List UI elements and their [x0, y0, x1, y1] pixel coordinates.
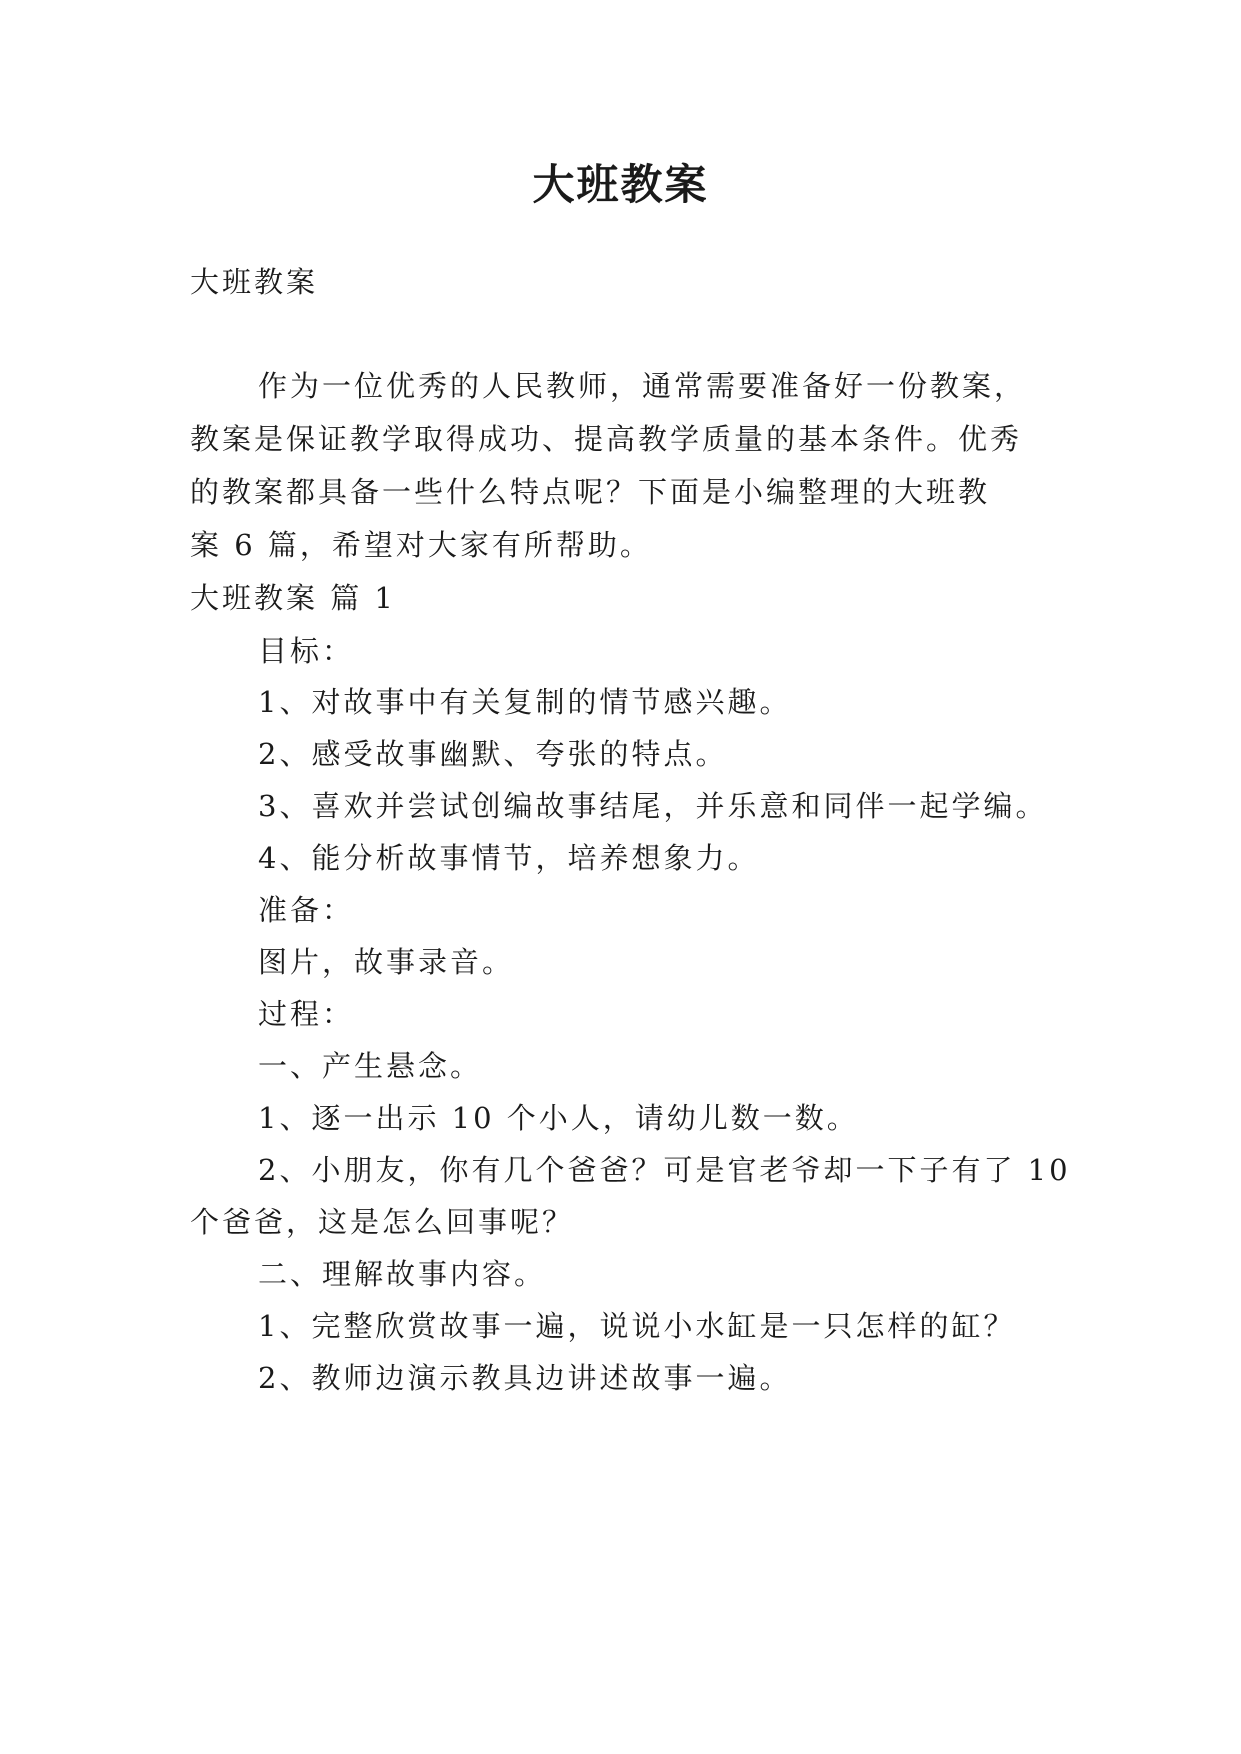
step-1-title: 一、产生悬念。	[258, 1049, 483, 1083]
process-label: 过程：	[258, 997, 355, 1031]
step-2-title: 二、理解故事内容。	[258, 1257, 547, 1291]
section-heading: 大班教案 篇 1	[190, 581, 396, 615]
step-2-item-1: 1、完整欣赏故事一遍，说说小水缸是一只怎样的缸？	[258, 1309, 1016, 1343]
step-1-item-2-continued: 个爸爸，这是怎么回事呢？	[190, 1205, 575, 1239]
goal-item-2: 2、感受故事幽默、夸张的特点。	[258, 737, 728, 771]
step-1-item-1: 1、逐一出示 10 个小人，请幼儿数一数。	[258, 1101, 859, 1135]
goal-item-3: 3、喜欢并尝试创编故事结尾，并乐意和同伴一起学编。	[258, 789, 1048, 823]
document-subtitle: 大班教案	[190, 265, 319, 299]
intro-line-2: 教案是保证教学取得成功、提高教学质量的基本条件。优秀	[190, 422, 1023, 456]
goals-label: 目标：	[258, 634, 355, 668]
goal-item-4: 4、能分析故事情节，培养想象力。	[258, 841, 760, 875]
intro-line-1: 作为一位优秀的人民教师，通常需要准备好一份教案，	[258, 369, 1027, 403]
goal-item-1: 1、对故事中有关复制的情节感兴趣。	[258, 685, 792, 719]
step-1-item-2: 2、小朋友，你有几个爸爸？可是官老爷却一下子有了 10	[258, 1153, 1071, 1187]
prep-label: 准备：	[258, 893, 355, 927]
document-title: 大班教案	[532, 160, 709, 209]
intro-line-4: 案 6 篇，希望对大家有所帮助。	[190, 528, 652, 562]
prep-text: 图片，故事录音。	[258, 945, 515, 979]
step-2-item-2: 2、教师边演示教具边讲述故事一遍。	[258, 1361, 792, 1395]
intro-line-3: 的教案都具备一些什么特点呢？下面是小编整理的大班教	[190, 475, 991, 509]
